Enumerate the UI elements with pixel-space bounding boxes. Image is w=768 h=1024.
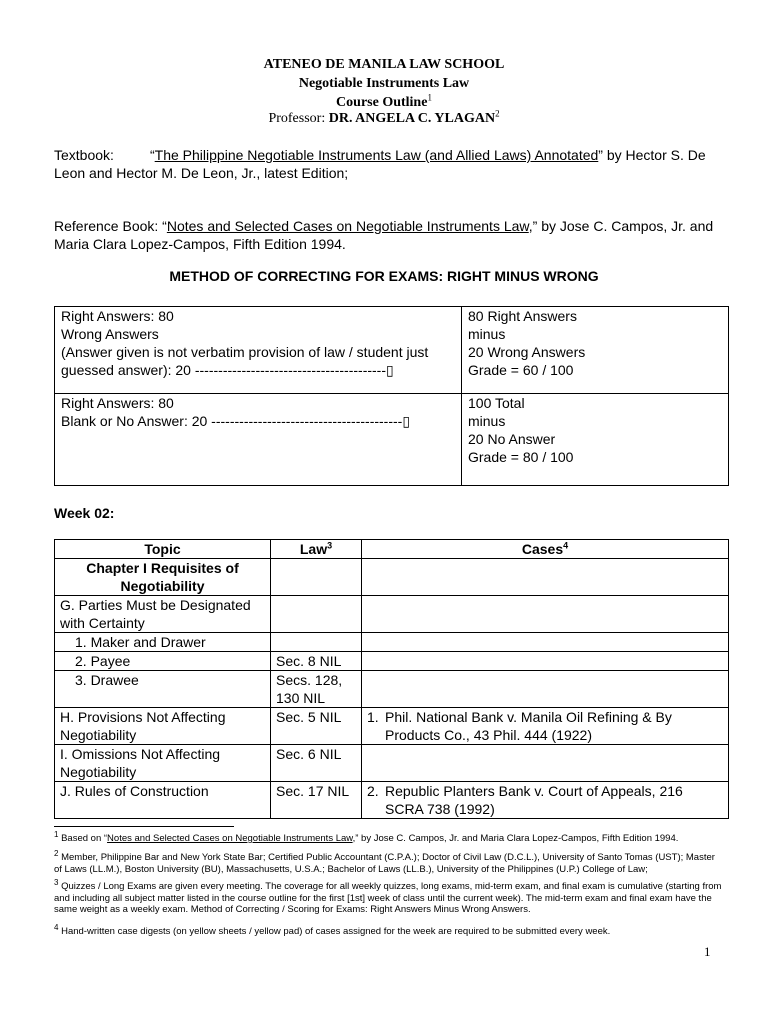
textbook-label: Textbook:: [54, 147, 114, 163]
law-cell: Sec. 6 NIL: [271, 745, 362, 782]
method-row: [55, 394, 729, 486]
table-row: [55, 671, 729, 708]
footnote-ref-2[interactable]: 2: [495, 108, 500, 119]
header-cases: Cases$^4$: [362, 540, 729, 559]
footnote-2: $^2$ Member, Philippine Bar and New York State Bar; Certified Public Accountant (C.P.A.); Doctor of Civil Law (D.C.L.), University of Santo Tomas (UST); Master of Laws (LL.M.), Boston University (BU), Massachusetts, U.S.A.; Bachelor of Laws (LL.B.), University of the Philippines (U.P.) College of Law;: [54, 848, 715, 875]
topic-cell: H. Provisions Not Affecting Negotiability: [55, 708, 271, 745]
law-cell: Sec. 8 NIL: [271, 652, 362, 671]
table-row: [55, 708, 729, 745]
law-cell: Sec. 5 NIL: [271, 708, 362, 745]
topic-cell: J. Rules of Construction: [55, 782, 271, 819]
law-cell: Secs. 128, 130 NIL: [271, 671, 362, 708]
week-table: [54, 539, 729, 819]
method-cell-right: 80 Right Answers minus 20 Wrong Answers Grade = 60 / 100: [462, 307, 729, 394]
topic-cell: 2. Payee: [55, 652, 271, 671]
textbook-paragraph: Textbook: “The Philippine Negotiable Instruments Law (and Allied Laws) Annotated” by Hector S. De Leon and Hector M. De Leon, Jr., latest Edition;: [54, 147, 706, 181]
reference-label: Reference Book:: [54, 218, 159, 234]
table-row: [55, 652, 729, 671]
method-cell-right: 100 Total minus 20 No Answer Grade = 80 / 100: [462, 394, 729, 486]
law-cell: Sec. 17 NIL: [271, 782, 362, 819]
method-row: [55, 307, 729, 394]
header-topic: Topic: [55, 540, 271, 559]
topic-cell: 3. Drawee: [55, 671, 271, 708]
table-row: [55, 633, 729, 652]
table-row: [55, 745, 729, 782]
table-row: [55, 782, 729, 819]
textbook-title: The Philippine Negotiable Instruments Law (and Allied Laws) Annotated: [154, 147, 599, 163]
footnote-ref-1[interactable]: 1: [427, 92, 432, 103]
footnote-1: $^1$ Based on “Notes and Selected Cases on Negotiable Instruments Law,” by Jose C. Campos, Jr. and Maria Clara Lopez-Campos, Fifth Edition 1994.: [54, 829, 679, 844]
footnote-4: $^4$ Hand-written case digests (on yellow sheets / yellow pad) of cases assigned for the week are required to be submitted every week.: [54, 922, 611, 937]
page-number: 1: [704, 944, 711, 959]
week-label: Week 02:: [54, 505, 115, 521]
professor-line: Professor: DR. ANGELA C. YLAGAN$^2$: [268, 108, 500, 126]
method-cell-left: Right Answers: 80 Wrong Answers (Answer given is not verbatim provision of law / student just guessed answer): 20 -----------------------------------------▯: [55, 307, 462, 394]
course-title: Negotiable Instruments Law: [298, 76, 470, 91]
method-table: [54, 306, 729, 486]
topic-cell: G. Parties Must be Designated with Certainty: [55, 596, 271, 633]
school-name: ATENEO DE MANILA LAW SCHOOL: [263, 57, 505, 72]
footnote-ref-4[interactable]: 4: [563, 540, 569, 551]
case-cell: 1. Phil. National Bank v. Manila Oil Refining & By Products Co., 43 Phil. 444 (1922): [362, 708, 729, 745]
footnote-3: $^3$ Quizzes / Long Exams are given every meeting. The coverage for all weekly quizzes, long exams, mid-term exam, and final exam is cumulative (starting from and including all subject matter listed in the course outline for the first [1st] week of class until the current week). The mid-term exam and final exam have the same weight as a weekly exam. Method of Correcting / Scoring for Exams: Right Answers Minus Wrong Answers.: [54, 877, 722, 915]
header-law: Law$^3$: [271, 540, 362, 559]
table-header-row: [55, 540, 729, 559]
reference-title: Notes and Selected Cases on Negotiable Instruments Law: [166, 218, 529, 234]
chapter-heading: Chapter I Requisites of Negotiability: [55, 559, 271, 596]
footnote-separator: [54, 826, 234, 827]
table-row: [55, 596, 729, 633]
table-row: [55, 559, 729, 596]
method-cell-left: Right Answers: 80 Blank or No Answer: 20 -----------------------------------------▯: [55, 394, 462, 486]
reference-paragraph: Reference Book: “Notes and Selected Cases on Negotiable Instruments Law,” by Jose C. Campos, Jr. and Maria Clara Lopez-Campos, Fifth Edition 1994.: [54, 218, 714, 252]
topic-cell: 1. Maker and Drawer: [55, 633, 271, 652]
course-outline-title: Course Outline$^1$: [336, 92, 432, 110]
method-title: METHOD OF CORRECTING FOR EXAMS: RIGHT MINUS WRONG: [169, 268, 599, 284]
topic-cell: I. Omissions Not Affecting Negotiability: [55, 745, 271, 782]
case-cell: 2. Republic Planters Bank v. Court of Appeals, 216 SCRA 738 (1992): [362, 782, 729, 819]
footnote-ref-3[interactable]: 3: [327, 540, 333, 551]
